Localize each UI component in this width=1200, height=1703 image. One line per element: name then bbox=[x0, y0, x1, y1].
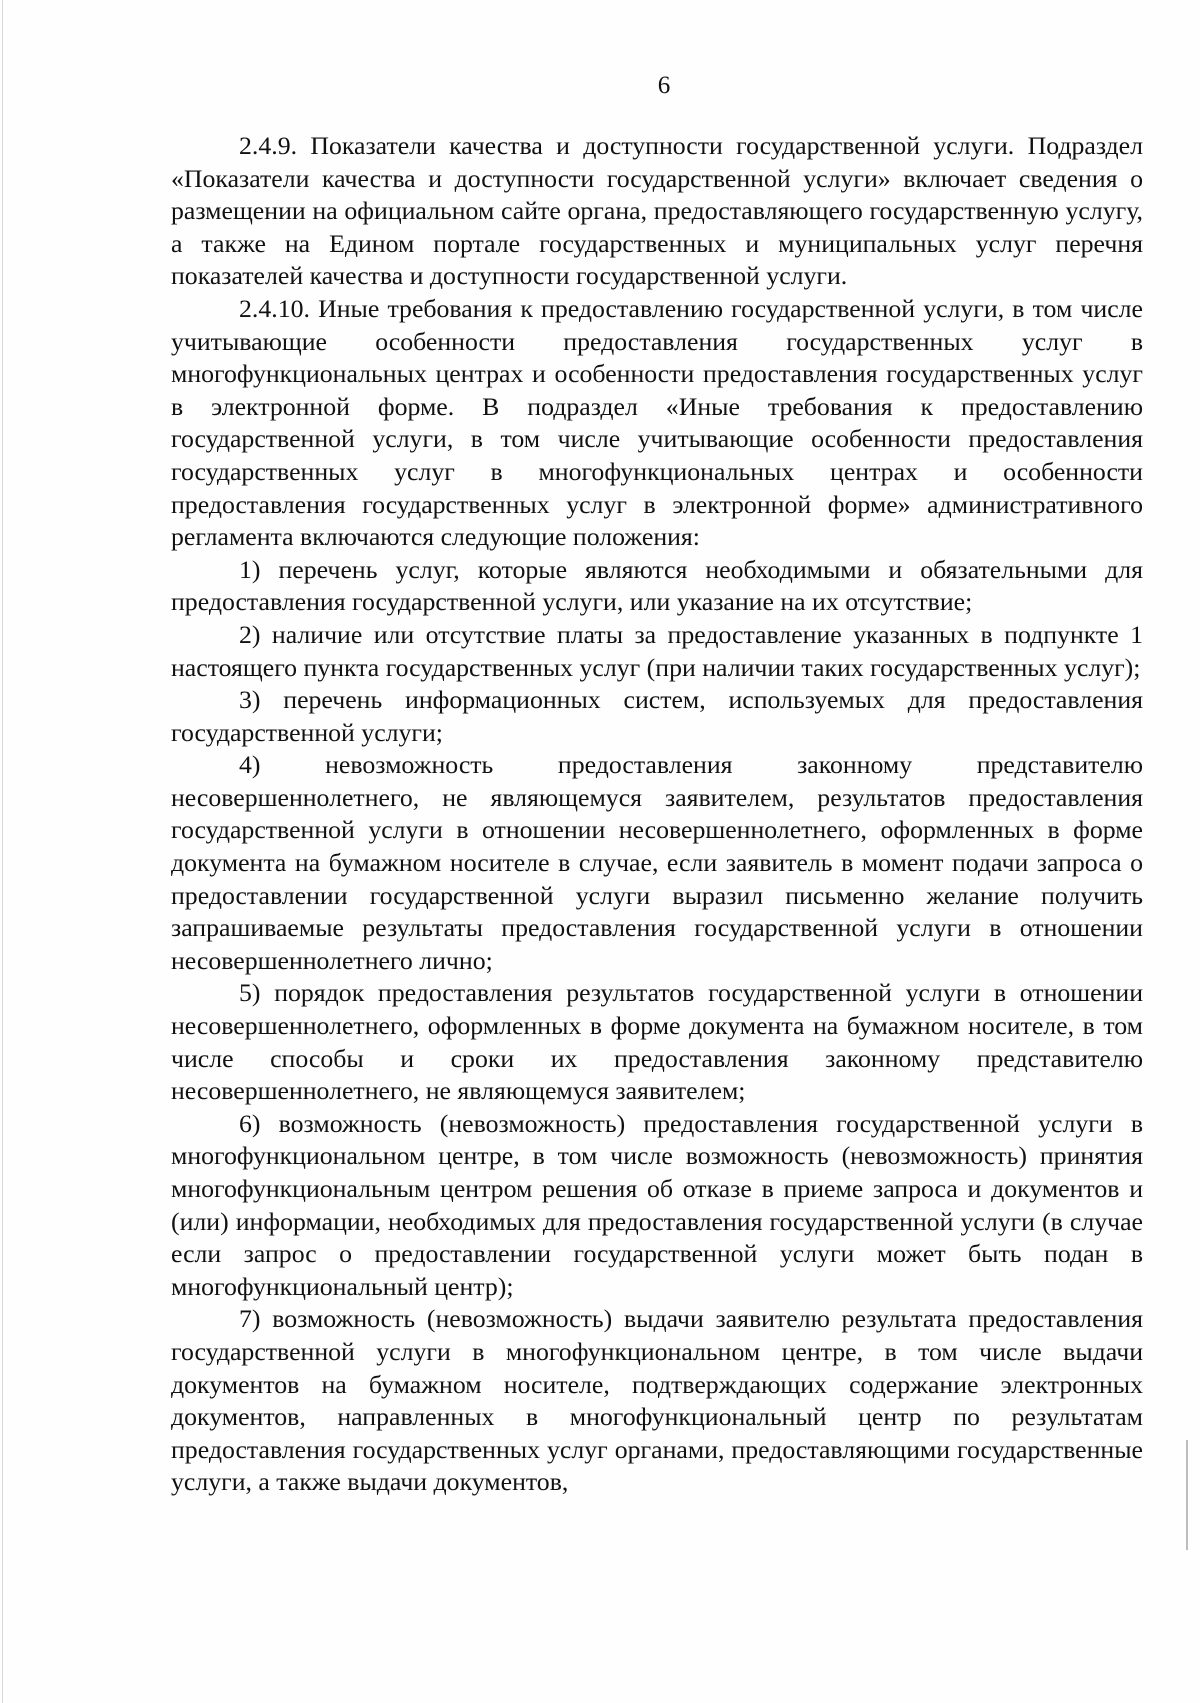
list-item-2: 2) наличие или отсутствие платы за предоставление указанных в подпункте 1 настоящего пункта государственных услуг (при наличии таких государственных услуг); bbox=[171, 619, 1143, 682]
list-item-6: 6) возможность (невозможность) предоставления государственной услуги в многофункциональном центре, в том числе возможность (невозможность) принятия многофункциональным центром решения об отказе в приеме запроса и документов и (или) информации, необходимых для предоставления государственной услуги (в случае если запрос о предоставлении государственной услуги может быть подан в многофункциональный центр); bbox=[171, 1108, 1143, 1301]
list-item-7: 7) возможность (невозможность) выдачи заявителю результата предоставления государственной услуги в многофункциональном центре, в том числе выдачи документов на бумажном носителе, подтверждающих содержание электронных документов, направленных в многофункциональный центр по результатам предоставления государственных услуг органами, предоставляющими государственные услуги, а также выдачи документов, bbox=[171, 1304, 1143, 1497]
scan-edge-mark bbox=[1186, 1440, 1188, 1550]
scan-edge-line bbox=[2, 0, 3, 1703]
list-item-5: 5) порядок предоставления результатов государственной услуги в отношении несовершеннолетнего, оформленных в форме документа на бумажном носителе, в том числе способы и сроки их предоставления законному представителю несовершеннолетнего, не являющемуся заявителем; bbox=[171, 978, 1143, 1106]
list-item-4: 4) невозможность предоставления законному представителю несовершеннолетнего, не являющемуся заявителем, результатов предоставления государственной услуги в отношении несовершеннолетнего, оформленных в форме документа на бумажном носителе в случае, если заявитель в момент подачи запроса о предоставлении государственной услуги выразил письменно желание получить запрашиваемые результаты предоставления государственной услуги в отношении несовершеннолетнего лично; bbox=[171, 750, 1143, 975]
list-item-3: 3) перечень информационных систем, используемых для предоставления государственной услуги; bbox=[171, 685, 1143, 747]
list-item-1: 1) перечень услуг, которые являются необходимыми и обязательными для предоставления государственной услуги, или указание на их отсутствие; bbox=[171, 554, 1143, 617]
paragraph-2-4-9: 2.4.9. Показатели качества и доступности государственной услуги. Подраздел «Показатели качества и доступности государственной услуги» включает сведения о размещении на официальном сайте органа, предоставляющего государственную услугу, а также на Едином портале государственных и муниципальных услуг перечня показателей качества и доступности государственной услуги. bbox=[171, 131, 1143, 291]
page-number: 6 bbox=[657, 72, 671, 99]
paragraph-2-4-10: 2.4.10. Иные требования к предоставлению государственной услуги, в том числе учитывающие особенности предоставления государственных услуг в многофункциональных центрах и особенности предоставления государственных услуг в электронной форме. В подраздел «Иные требования к предоставлению государственной услуги, в том числе учитывающие особенности предоставления государственных услуг в многофункциональных центрах и особенности предоставления государственных услуг в электронной форме» административного регламента включаются следующие положения: bbox=[171, 293, 1143, 552]
document-body bbox=[171, 130, 1143, 1499]
